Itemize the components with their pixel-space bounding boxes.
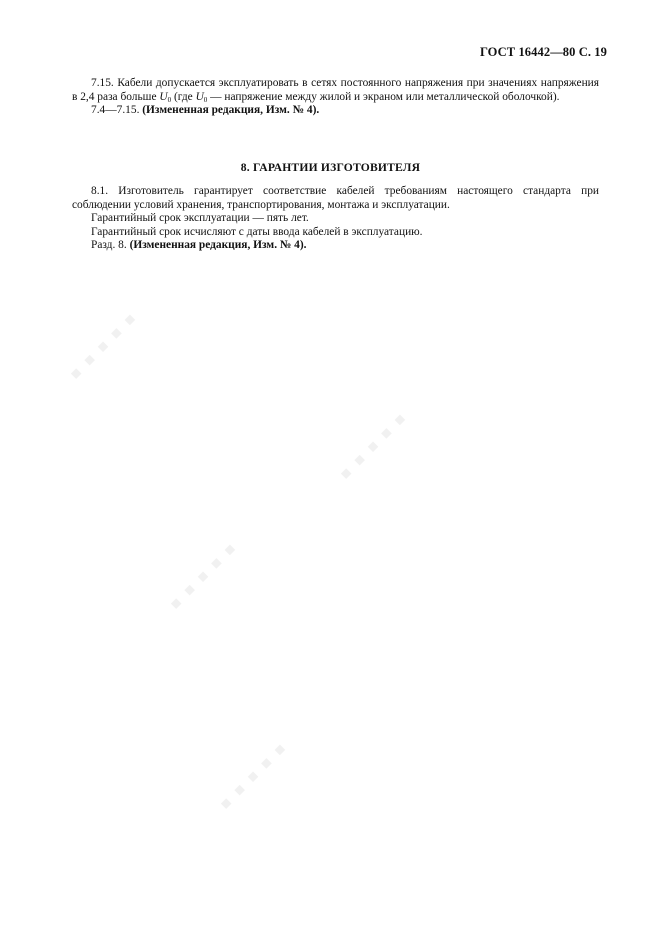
watermark-mark: ▪ ▪ ▪ ▪ ▪ [330, 404, 416, 489]
warranty-period-paragraph: Гарантийный срок эксплуатации — пять лет. [91, 212, 309, 224]
edition-label: (Измененная редакция, Изм. № 4). [129, 239, 307, 251]
page-header: ГОСТ 16442—80 С. 19 [479, 45, 607, 59]
edition-label: (Измененная редакция, Изм. № 4). [142, 104, 320, 116]
clause-text: Кабели допускается эксплуатировать в сетях постоянного напряжения при значениях напряжения в 2,4 раза больше [72, 77, 599, 103]
edition-note-7 [72, 104, 599, 118]
edition-note-8 [72, 239, 599, 253]
edition-ref: 7.4—7.15. [91, 104, 143, 116]
watermark-mark: ▪ ▪ ▪ ▪ ▪ [160, 534, 246, 619]
clause-8-1-paragraph: 8.1. Изготовитель гарантирует соответствие кабелей требованиям настоящего стандарта при соблюдении условий хранения, транспортирования, монтажа и эксплуатации. [72, 185, 599, 211]
edition-ref: Разд. 8. [91, 239, 130, 251]
warranty-start-paragraph: Гарантийный срок исчисляют с даты ввода кабелей в эксплуатацию. [91, 225, 423, 238]
watermark-mark: ▪ ▪ ▪ ▪ ▪ [210, 734, 296, 819]
voltage-symbol: $U_0$ [159, 90, 172, 104]
clause-text: — напряжение между жилой и экраном или металлической оболочкой). [207, 90, 560, 103]
clause-7-15-paragraph [72, 77, 599, 104]
section-8-block [72, 185, 599, 253]
watermark-mark: ▪ ▪ ▪ ▪ ▪ [60, 304, 146, 389]
clause-number: 7.15. [91, 77, 114, 89]
voltage-symbol: $U_0$ [195, 90, 208, 104]
clause-text: (где [171, 90, 196, 103]
section-8-title: 8. ГАРАНТИИ ИЗГОТОВИТЕЛЯ [240, 161, 421, 174]
clause-7-block [72, 77, 599, 118]
